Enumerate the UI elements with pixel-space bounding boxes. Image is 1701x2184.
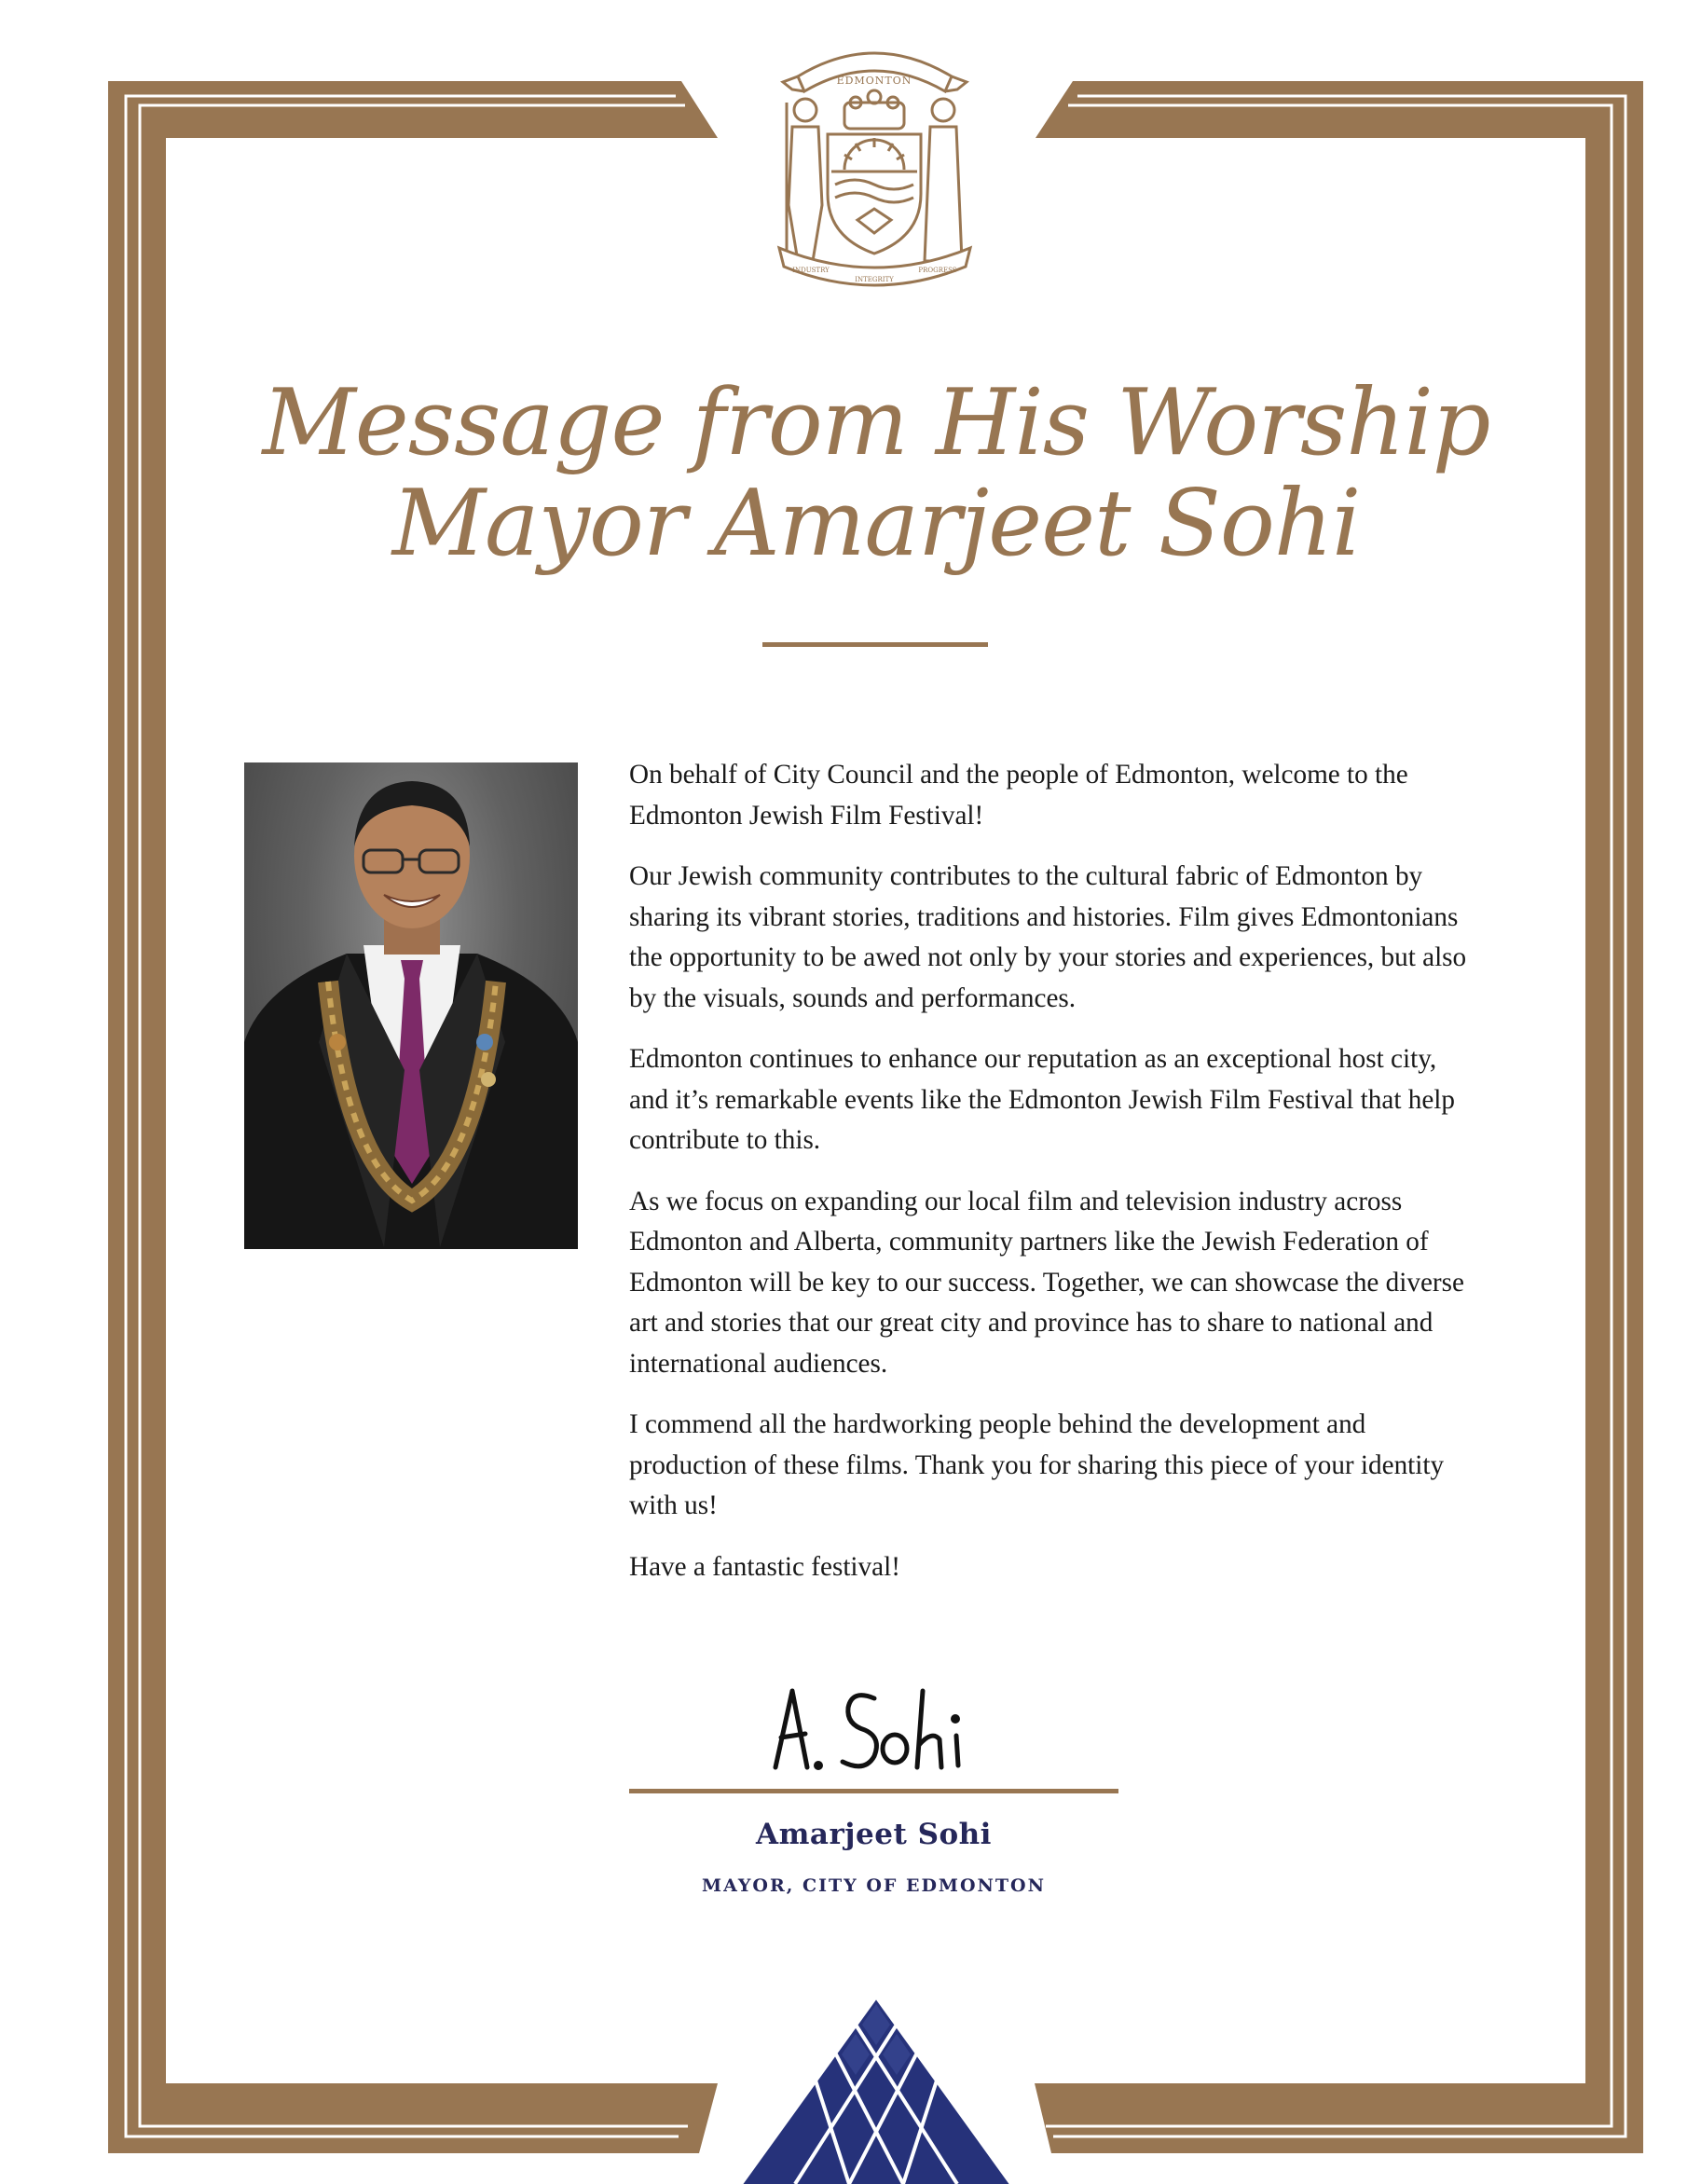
- signer-title: MAYOR, CITY OF EDMONTON: [702, 1875, 1046, 1896]
- signer-name: Amarjeet Sohi: [756, 1818, 992, 1851]
- letter-paragraph: On behalf of City Council and the people of Edmonton, welcome to the Edmonton Jewish Film Festival!: [629, 760, 1408, 831]
- mayor-portrait-photo: [244, 762, 578, 1249]
- letter-paragraph: Our Jewish community contributes to the cultural fabric of Edmonton by sharing its vibrant stories, traditions and histories. Film gives Edmontonians the opportunity to be awed not only by your stories and experiences, but also by the visuals, sounds and performances.: [629, 861, 1467, 1013]
- page-title: [186, 370, 1566, 577]
- signature-line: [629, 1789, 1118, 1793]
- city-crest-icon: [770, 37, 980, 287]
- title-line-1: Message from His Worship: [262, 370, 1490, 476]
- letter-paragraph: I commend all the hardworking people behind the development and production of these films. Thank you for sharing this piece of your identity with us!: [629, 1409, 1445, 1520]
- title-line-2: Mayor Amarjeet Sohi: [391, 471, 1361, 577]
- letter-body: [629, 755, 1468, 1608]
- crest-motto-progress: PROGRESS: [918, 267, 957, 274]
- crest-motto-industry: INDUSTRY: [792, 267, 830, 274]
- crest-motto-top: EDMONTON: [836, 75, 912, 87]
- letter-paragraph: As we focus on expanding our local film and television industry across Edmonton and Alberta, community partners like the Jewish Federation of Edmonton will be key to our success. Together, we can showcase the diverse art and stories that our great city and province has to share to national and international audiences.: [629, 1186, 1464, 1379]
- letter-paragraph: Have a fantastic festival!: [629, 1551, 900, 1582]
- handwritten-signature: [764, 1678, 988, 1780]
- letter-paragraph: Edmonton continues to enhance our reputation as an exceptional host city, and it’s remarkable events like the Edmonton Jewish Film Festival that help contribute to this.: [629, 1044, 1455, 1155]
- crest-motto-integrity: INTEGRITY: [855, 276, 894, 283]
- title-divider: [762, 642, 988, 647]
- pyramid-logo-icon: [741, 1997, 1011, 2184]
